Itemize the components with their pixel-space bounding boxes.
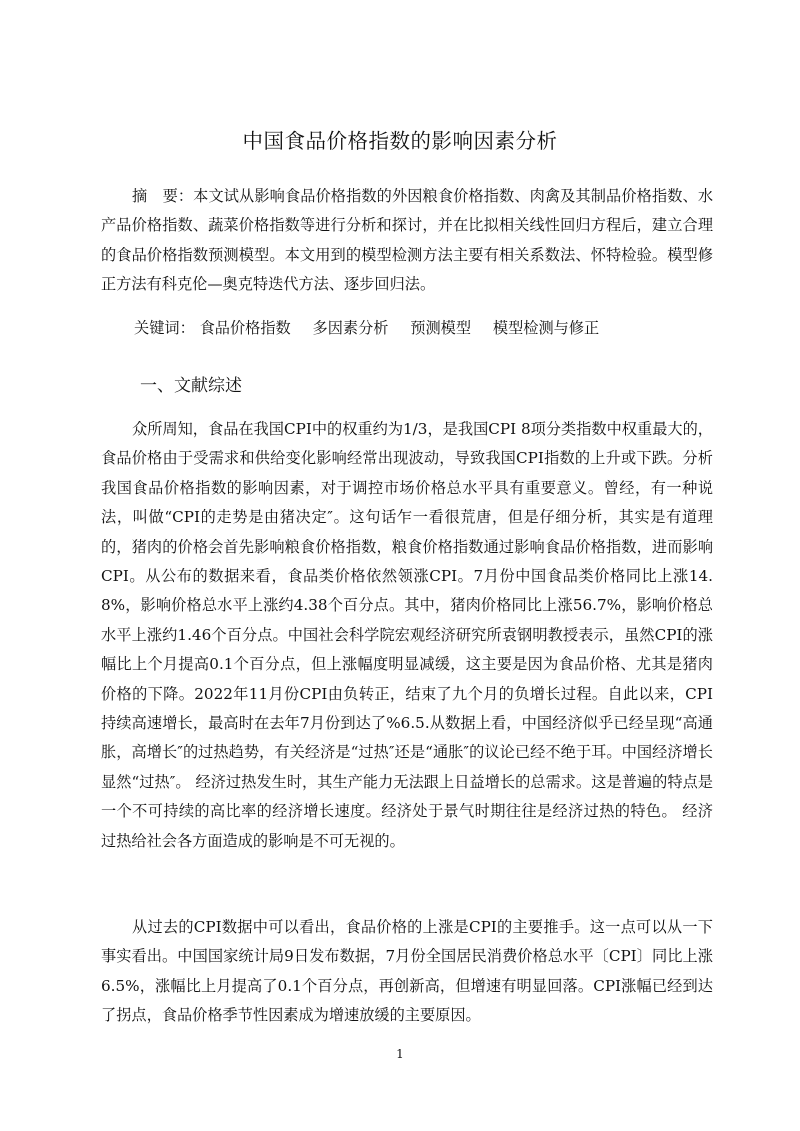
abstract-paragraph bbox=[101, 182, 713, 300]
keyword: 食品价格指数 bbox=[199, 319, 291, 337]
keyword: 多因素分析 bbox=[312, 319, 389, 337]
document-title: 中国食品价格指数的影响因素分析 bbox=[242, 129, 558, 153]
body-paragraph-block bbox=[101, 913, 713, 1031]
keywords-label: 关键词： bbox=[134, 319, 195, 337]
body-paragraph: 从过去的CPI数据中可以看出，食品价格的上涨是CPI的主要推手。这一点可以从一下事实看出。中国国家统计局9日发布数据，7月份全国居民消费价格总水平〔CPI〕同比上涨6.5%，涨幅比上月提高了0.1个百分点，再创新高，但增速有明显回落。CPI涨幅已经到达了拐点，食品价格季节性因素成为增速放缓的主要原因。 bbox=[101, 918, 713, 1025]
abstract-label: 摘 要： bbox=[132, 187, 194, 205]
body-paragraph-block bbox=[101, 415, 713, 856]
body-paragraph: 众所周知，食品在我国CPI中的权重约为1/3，是我国CPI 8项分类指数中权重最大的，食品价格由于受需求和供给变化影响经常出现波动，导致我国CPI指数的上升或下跌。分析我国食品价格指数的影响因素，对于调控市场价格总水平具有重要意义。曾经，有一种说法，叫做“CPI的走势是由猪决定″。这句话乍一看很荒唐，但是仔细分析，其实是有道理的，猪肉的价格会首先影响粮食价格指数，粮食价格指数通过影响食品价格指数，进而影响CPI。从公布的数据来看，食品类价格依然领涨CPI。7月份中国食品类价格同比上涨14.8%，影响价格总水平上涨约4.38个百分点。其中，猪肉价格同比上涨56.7%，影响价格总水平上涨约1.46个百分点。中国社会科学院宏观经济研究所袁钢明教授表示，虽然CPI的涨幅比上个月提高0.1个百分点，但上涨幅度明显减缓，这主要是因为食品价格、尤其是猪肉价格的下降。2022年11月份CPI由负转正，结束了九个月的负增长过程。自此以来，CPI持续高速增长，最高时在去年7月份到达了%6.5.从数据上看，中国经济似乎已经呈现“高通胀，高增长″的过热趋势，有关经济是“过热″还是“通胀″的议论已经不绝于耳。中国经济增长显然“过热″。 经济过热发生时，其生产能力无法跟上日益增长的总需求。这是普遍的特点是一个不可持续的高比率的经济增长速度。经济处于景气时期往往是经济过热的特色。 经济过热给社会各方面造成的影响是不可无视的。 bbox=[101, 420, 713, 850]
abstract-text: 本文试从影响食品价格指数的外因粮食价格指数、肉禽及其制品价格指数、水产品价格指数、蔬菜价格指数等进行分析和探讨，并在比拟相关线性回归方程后，建立合理的食品价格指数预测模型。本文用到的模型检测方法主要有相关系数法、怀特检验。模型修正方法有科克伦—奥克特迭代方法、逐步回归法。 bbox=[101, 187, 714, 294]
section-heading: 一、文献综述 bbox=[140, 376, 242, 396]
keyword: 模型检测与修正 bbox=[492, 319, 600, 337]
page-number: 1 bbox=[396, 1047, 404, 1061]
abstract-block bbox=[101, 182, 713, 300]
keyword: 预测模型 bbox=[410, 319, 472, 337]
keywords-line bbox=[134, 314, 616, 343]
